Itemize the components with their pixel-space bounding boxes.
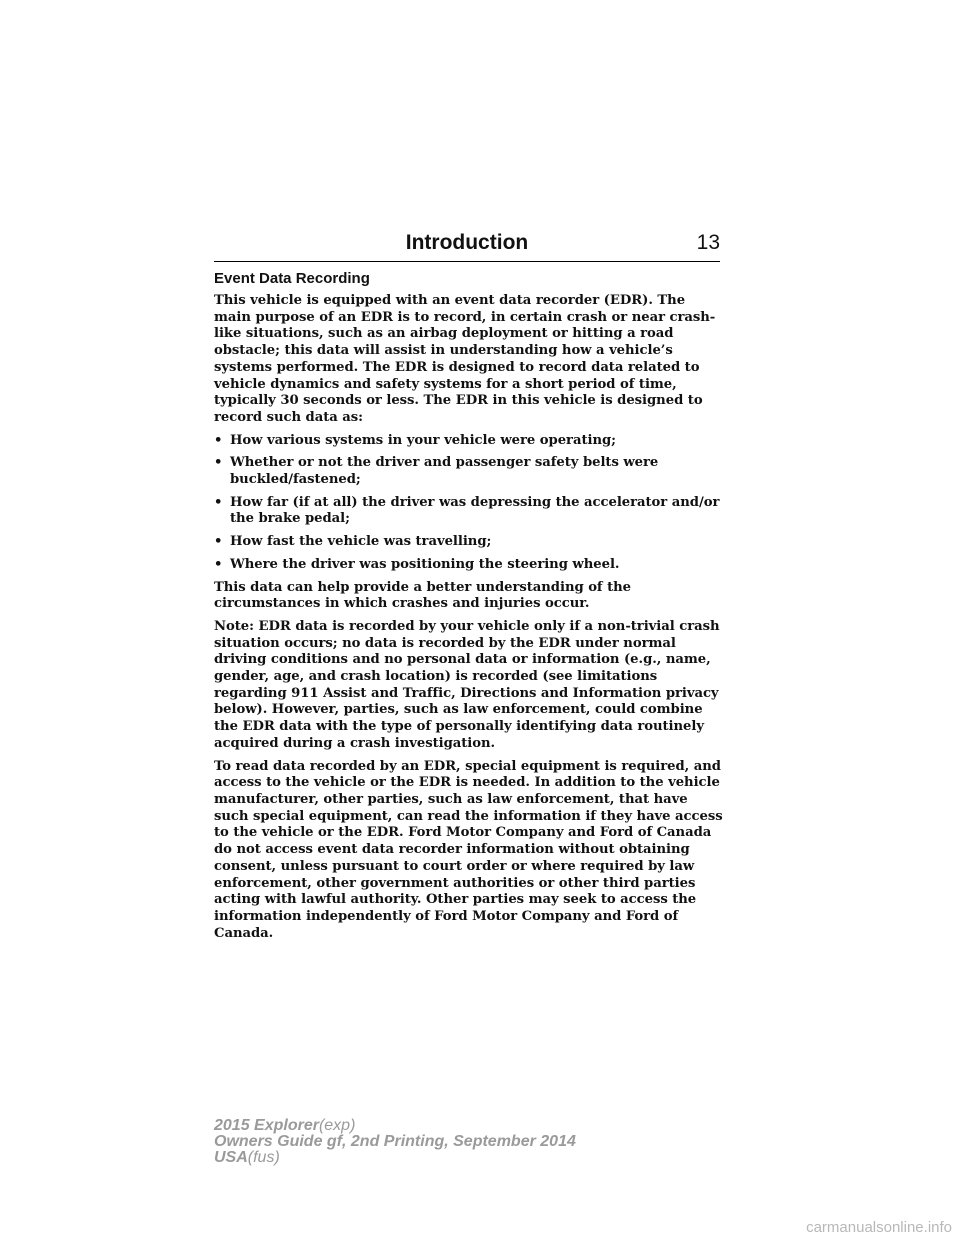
footer-region: USA	[214, 1149, 248, 1166]
access-paragraph: To read data recorded by an EDR, special equipment is required, and access to the vehicle or the EDR is needed. In addition to the vehicle manufacturer, other parties, such as law enforcement, that have such special equipment, can read the information if they have access to the vehicle or the EDR. Ford Motor Company and Ford of Canada do not access event data recorder information without obtaining consent, unless pursuant to court order or where required by law enforcement, other government authorities or other third parties acting with lawful authority. Other parties may seek to access the information independently of Ford Motor Company and Ford of Canada.	[214, 758, 723, 941]
page-content	[214, 269, 724, 948]
list-item	[214, 433, 724, 450]
bullet-icon: •	[214, 534, 223, 550]
section-heading: Event Data Recording	[214, 270, 370, 287]
list-item-text: How far (if at all) the driver was depressing the accelerator and/or the brake pedal;	[230, 494, 720, 527]
list-item-text: Whether or not the driver and passenger safety belts were buckled/fastened;	[230, 455, 659, 488]
list-item-text: How fast the vehicle was travelling;	[230, 534, 492, 550]
footer-model-line	[214, 1118, 576, 1134]
bullet-icon: •	[214, 455, 223, 471]
footer-region-code: (fus)	[247, 1149, 280, 1166]
footer-printing-line: Owners Guide gf, 2nd Printing, September 2014	[214, 1133, 576, 1150]
list-item-text: How various systems in your vehicle were operating;	[230, 432, 616, 448]
intro-paragraph: This vehicle is equipped with an event data recorder (EDR). The main purpose of an EDR is to record, in certain crash or near crash-like situations, such as an airbag deployment or hitting a road obstacle; this data will assist in understanding how a vehicle’s systems performed. The EDR is designed to record data related to vehicle dynamics and safety systems for a short period of time, typically 30 seconds or less. The EDR in this vehicle is designed to record such data as:	[214, 293, 716, 425]
footer-model: 2015 Explorer	[214, 1117, 319, 1134]
footer-region-line	[214, 1150, 576, 1166]
footer-model-code: (exp)	[318, 1117, 356, 1134]
list-item-text: Where the driver was positioning the steering wheel.	[230, 556, 620, 572]
bullet-icon: •	[214, 556, 223, 572]
list-item	[214, 557, 724, 574]
list-item	[214, 455, 724, 488]
bullet-icon: •	[214, 494, 223, 510]
recorded-data-list	[214, 433, 724, 574]
note-paragraph: Note: EDR data is recorded by your vehicle only if a non-trivial crash situation occurs; no data is recorded by the EDR under normal driving conditions and no personal data or information (e.g., name, gender, age, and crash location) is recorded (see limitations regarding 911 Assist and Traffic, Directions and Information privacy below). However, parties, such as law enforcement, could combine the EDR data with the type of personally identifying data routinely acquired during a crash investigation.	[214, 618, 720, 751]
list-item	[214, 534, 724, 551]
document-footer	[214, 1118, 576, 1166]
bullet-icon: •	[214, 432, 223, 448]
page-header	[214, 229, 720, 259]
page-number: 13	[696, 231, 720, 254]
understanding-paragraph: This data can help provide a better understanding of the circumstances in which crashes and injuries occur.	[214, 579, 632, 612]
site-watermark: carmanualsonline.info	[806, 1219, 952, 1236]
chapter-title: Introduction	[405, 231, 529, 254]
list-item	[214, 495, 724, 528]
header-divider	[214, 261, 720, 262]
